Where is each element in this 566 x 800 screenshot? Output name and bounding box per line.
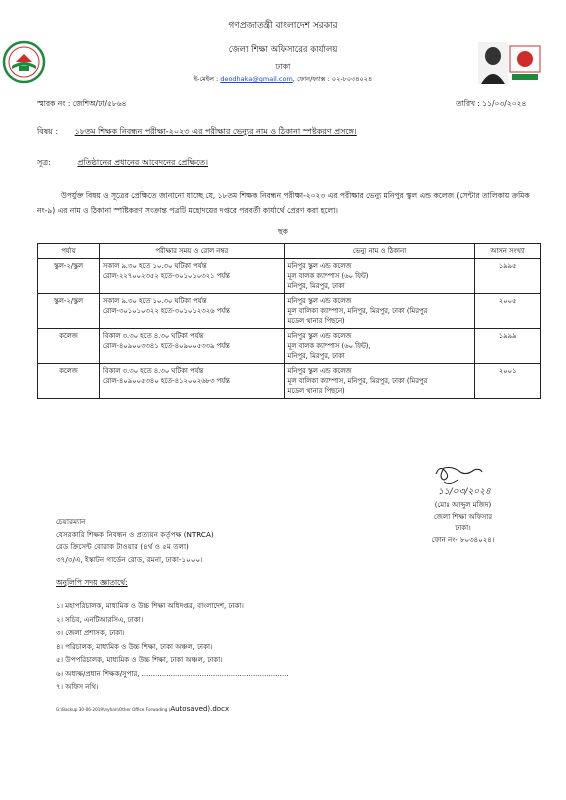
venue-line: মূল বালক ক্যাম্পাস (৬০ ফিট), [287, 342, 371, 350]
cell-venue [284, 329, 475, 364]
header-seats: আসন সংখ্যা [475, 244, 541, 259]
handwritten-date: ১১/০৩/২০২৪ [438, 487, 491, 497]
handwritten-signature [430, 460, 520, 500]
recipient-line: রেড ক্রিসেন্ট বোরাক টাওয়ার (৪র্থ ও ৫ম তলা) [56, 542, 189, 551]
table-caption: ছক [278, 227, 288, 236]
cell-level: কলেজ [38, 364, 100, 399]
cell-time-roll [99, 294, 284, 329]
subject-label: বিষয় : [37, 127, 59, 136]
signatory-designation: জেলা শিক্ষা অফিসার [433, 512, 493, 521]
table-row [38, 329, 541, 364]
recipient-line: চেয়ারম্যান [56, 517, 86, 526]
exam-time: বিকাল ৩.৩০ হতে ৪.৩০ ঘটিকা পর্যন্ত [102, 332, 204, 340]
reference-number: স্মারক নং : জেশিঅ/ঢা/৫৮৬৪ [37, 99, 127, 108]
recipient-line: ৩৭/৩/এ, ইস্কাটন গার্ডেন রোড, রমনা, ঢাকা-১০০০। [56, 554, 203, 564]
cell-seats: ১৯৯৯ [475, 329, 541, 364]
body-paragraph: উপর্যুক্ত বিষয় ও সূত্রের প্রেক্ষিতে জানানো যাচ্ছে যে, ১৮তম শিক্ষক নিবন্ধন পরীক্ষা-২০২৩ এর পরীক্ষার ভেন্যু মনিপুর স্কুল এন্ড কলেজ (সেন্টার তালিকায় ক্রমিক নং-৯) এর নাম ও ঠিকানা স্পষ্টিকরণ সংক্রান্ত পত্রটি মহোদয়ের দপ্তরে পরবর্তী কার্যার্থে প্রেরণ করা হলো। [37, 191, 530, 215]
venue-line: মূল বালক ক্যাম্পাস (৬০ ফিট) [287, 272, 369, 280]
venue-line: মডেল থানার পিছনে) [287, 317, 345, 325]
table-row [38, 364, 541, 399]
cc-item: ৫। উপপরিচালক, মাধ্যমিক ও উচ্চ শিক্ষা, ঢাকা অঞ্চল, ঢাকা। [56, 656, 223, 664]
signatory-city: ঢাকা। [455, 524, 471, 532]
cell-seats: ২০০৫ [475, 294, 541, 329]
cell-time-roll [99, 364, 284, 399]
venue-line: মনিপুর, মিরপুর, ঢাকা [287, 352, 345, 360]
cc-item: ৩। জেলা প্রশাসক, ঢাকা। [56, 629, 125, 637]
cell-venue [284, 294, 475, 329]
roll-range: রোল-৩০১০১০৩২২ হতে-৩০১০১২৩২৬ পর্যন্ত [102, 307, 230, 315]
exam-time: বিকাল ৩.৩০ হতে ৪.৩০ ঘটিকা পর্যন্ত [102, 367, 204, 375]
svg-text:১০০: ১০০ [526, 75, 538, 82]
recipient-block [56, 516, 214, 566]
contact-line [0, 74, 566, 85]
source-label: সূত্র: [37, 158, 51, 167]
office-name: জেলা শিক্ষা অফিসারের কার্যালয় [228, 45, 338, 55]
email-link[interactable]: deodhaka@gmail.com [220, 75, 293, 83]
cell-level: স্কুল-২/স্কুল [38, 294, 100, 329]
signatory-name: (মোঃ আব্দুল মজিদ) [434, 501, 492, 509]
roll-range: রোল-৪০৯০০৩৩৪১ হতে-৪০৯০০৫৩৩৯ পর্যন্ত [102, 342, 230, 350]
source-line [37, 157, 208, 170]
cc-item: ২। সচিব, এনটিআরসিএ, ঢাকা। [56, 615, 144, 624]
venue-line: মূল বালিকা ক্যাম্পাস, মনিপুর, মিরপুর, ঢাকা (মিরপুর [287, 377, 428, 385]
subject-line [37, 126, 357, 139]
cc-item: ৪। পরিচালক, মাধ্যমিক ও উচ্চ শিক্ষা, ঢাকা অঞ্চল, ঢাকা। [56, 642, 213, 651]
header-level: পর্যায় [38, 244, 100, 259]
venue-line: মডেল থানার পিছনে) [287, 387, 345, 395]
letter-date: তারিখ : ১১/০৩/২০২৪ [456, 99, 527, 108]
table-row [38, 294, 541, 329]
roll-range: রোল-৪০৯০০৫৩৪০ হতে-৪১২০০২৬৮৩ পর্যন্ত [102, 377, 230, 385]
cell-level: স্কুল-২/স্কুল [38, 259, 100, 294]
source-text: প্রতিষ্ঠানের প্রধানের আবেদনের প্রেক্ষিতে। [77, 158, 209, 167]
exam-time: সকাল ৯.৩০ হতে ১০.৩০ ঘটিকা পর্যন্ত [102, 262, 207, 270]
exam-time: সকাল ৯.৩০ হতে ১০.৩০ ঘটিকা পর্যন্ত [102, 297, 207, 305]
cc-title: অনুলিপি সদয় জ্ঞাতার্থে: [56, 578, 128, 587]
cc-list [56, 600, 289, 695]
cell-seats: ১৯৯৫ [475, 259, 541, 294]
cell-venue [284, 364, 475, 399]
venue-line: মনিপুর স্কুল এন্ড কলেজ [287, 332, 352, 340]
file-path-footer [56, 705, 229, 713]
venue-line: মনিপুর স্কুল এন্ড কলেজ [287, 297, 352, 305]
venue-line: মনিপুর স্কুল এন্ড কলেজ [287, 262, 352, 270]
cc-item: ৬। অধ্যক্ষ/প্রধান শিক্ষক/সুপার, .................................................................. [56, 669, 289, 678]
file-path: G:\Backup 30-06-2019\nyhan\Other Office Forwading ( [56, 707, 171, 712]
cell-time-roll [99, 259, 284, 294]
recipient-line: বেসরকারি শিক্ষক নিবন্ধন ও প্রত্যয়ন কর্তৃপক্ষ (NTRCA) [56, 529, 214, 539]
subject-text: ১৮তম শিক্ষক নিবন্ধন পরীক্ষা-২০২৩ এর পরীক্ষার ভেন্যুর নাম ও ঠিকানা স্পষ্টকরণ প্রসঙ্গে। [74, 127, 357, 136]
header-venue: ভেন্যু নাম ও ঠিকানা [284, 244, 475, 259]
email-label: ই-মেইল : [193, 75, 219, 83]
table-row [38, 259, 541, 294]
cell-seats: ২০০১ [475, 364, 541, 399]
cc-item: ৭। অফিস নথি। [56, 683, 99, 691]
cell-level: কলেজ [38, 329, 100, 364]
venue-table [37, 243, 541, 399]
government-name: গণপ্রজাতন্ত্রী বাংলাদেশ সরকার [228, 21, 338, 31]
cell-time-roll [99, 329, 284, 364]
venue-line: মনিপুর, মিরপুর, ঢাকা [287, 282, 345, 290]
phone-text: , ফোন/ফ্যাক্স : ০২-৮০৩৪০২৪ [292, 75, 373, 83]
office-city: ঢাকা [275, 62, 291, 71]
venue-line: মনিপুর স্কুল এন্ড কলেজ [287, 367, 352, 375]
signatory-phone: ফোন নং- ৮০৩৪০২৪। [431, 535, 495, 544]
venue-line: মূল বালিকা ক্যাম্পাস, মনিপুর, মিরপুর, ঢাকা (মিরপুর [287, 307, 428, 315]
roll-range: রোল-২২৭০০২৩৫২ হতে-৩০১০১০৩২১ পর্যন্ত [102, 272, 230, 280]
file-name: Autosaved).docx [170, 705, 230, 713]
header-time-roll: পরীক্ষার সময় ও রোল নম্বর [99, 244, 284, 259]
signature-block [378, 500, 548, 546]
table-header-row [38, 244, 541, 259]
cc-item: ১। মহাপরিচালক, মাধ্যমিক ও উচ্চ শিক্ষা অধিদপ্তর, বাংলাদেশ, ঢাকা। [56, 602, 244, 610]
cell-venue [284, 259, 475, 294]
